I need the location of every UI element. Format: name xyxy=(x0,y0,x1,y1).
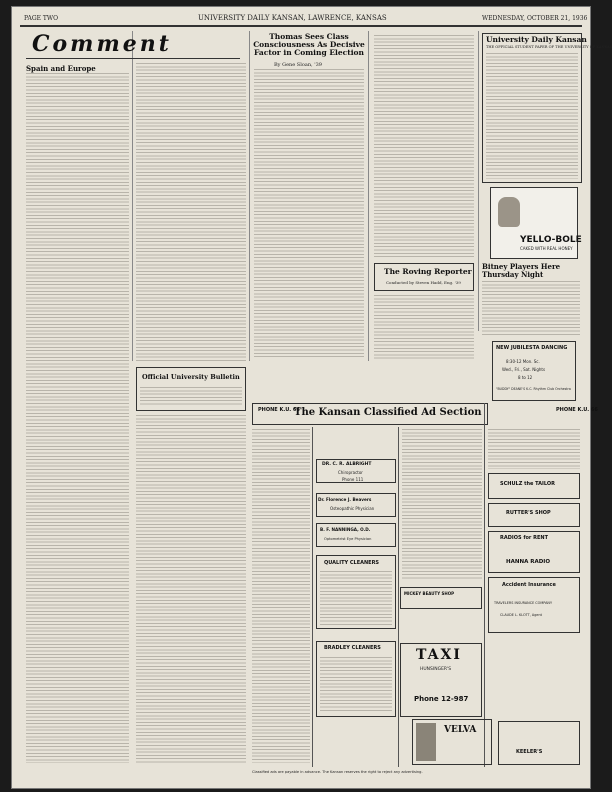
column-divider xyxy=(249,31,250,361)
column-divider xyxy=(132,31,133,361)
albright-phone: Phone 111 xyxy=(342,477,364,482)
column-divider xyxy=(478,31,479,331)
classified-col-3 xyxy=(402,429,482,579)
roving-reporter-title: The Roving Reporter xyxy=(384,267,472,276)
thomas-headline: Thomas Sees Class Consciousness As Decisive Factor in Coming Election xyxy=(253,32,365,57)
nanninga-title: Optometrist Eye Physician xyxy=(324,537,372,541)
page-label: PAGE TWO xyxy=(24,15,58,22)
comment-column-1 xyxy=(26,73,129,763)
issue-date: WEDNESDAY, OCTOBER 21, 1936 xyxy=(482,15,588,22)
albright-name: DR. C. R. ALBRIGHT xyxy=(322,462,372,467)
header-rule xyxy=(20,25,582,27)
editorial-staff-list xyxy=(486,53,578,179)
travelers-title: TRAVELERS INSURANCE COMPANY xyxy=(494,601,553,605)
bulletin-text xyxy=(136,415,246,763)
classified-col-1 xyxy=(252,429,310,763)
classified-divider xyxy=(312,427,313,767)
editorial-subtitle: THE OFFICIAL STUDENT PAPER OF THE UNIVERSITY OF KANSAS xyxy=(486,45,612,49)
radios-title: RADIOS for RENT xyxy=(500,535,549,541)
column-divider xyxy=(368,31,369,361)
editorial-title: University Daily Kansan xyxy=(486,35,587,44)
classified-phone-right: PHONE K.U. 66 xyxy=(556,407,598,413)
dancing-band: "BUDDY" DEANE'S K.C. Rhythm Club Orchestra xyxy=(496,387,571,391)
yello-bole-tagline: CAKED WITH REAL HONEY xyxy=(520,246,573,251)
insurance-title: Accident Insurance xyxy=(502,582,556,588)
keeler-title: KEELER'S xyxy=(516,749,543,755)
keeler-ad xyxy=(498,721,580,765)
comment-title: Comment xyxy=(32,31,172,57)
dancing-line-1: 8:30-12 Mon. Sc. xyxy=(506,359,540,364)
classified-col-4 xyxy=(488,429,580,469)
yello-bole-brand: YELLO-BOLE xyxy=(520,235,582,245)
bradley-cleaners-title: BRADLEY CLEANERS xyxy=(324,645,381,651)
classified-title: The Kansan Classified Ad Section xyxy=(294,407,482,418)
comment-rule xyxy=(26,58,240,59)
beavers-name: Dr. Florence J. Beavers xyxy=(318,497,372,502)
classified-divider xyxy=(398,427,399,767)
bulletin-title: Official University Bulletin xyxy=(142,373,240,381)
bitney-headline: Bitney Players Here Thursday Night xyxy=(482,262,561,279)
newspaper-page xyxy=(12,7,612,788)
masthead: UNIVERSITY DAILY KANSAN, LAWRENCE, KANSAS xyxy=(198,14,387,22)
quality-cleaners-text xyxy=(320,571,392,625)
rutter-shop-title: RUTTER'S SHOP xyxy=(506,510,551,516)
taxi-phone: Phone 12-987 xyxy=(414,695,469,703)
pipe-icon xyxy=(498,197,520,227)
schultz-tailor-title: SCHULZ the TAILOR xyxy=(500,481,556,487)
taxi-title: TAXI xyxy=(416,647,462,663)
roving-reporter-text xyxy=(374,295,474,359)
klott-agent: CLAUDE L. KLOTT, Agent xyxy=(500,613,542,617)
velva-portrait xyxy=(416,723,436,761)
dancing-title: NEW JUBILESTA DANCING xyxy=(496,345,568,351)
thomas-column-2 xyxy=(374,35,474,257)
dancing-line-3: 8 to 12 xyxy=(518,375,533,380)
classified-divider xyxy=(484,403,485,767)
dancing-line-2: Wed., Fri., Sat. Nights xyxy=(502,367,546,372)
classified-phone-left: PHONE K.U. 66 xyxy=(258,407,300,413)
bradley-cleaners-text xyxy=(320,657,392,713)
comment-column-2 xyxy=(136,63,246,363)
bulletin-header-text xyxy=(140,387,242,407)
mickey-beauty-title: MICKEY BEAUTY SHOP xyxy=(404,591,455,596)
quality-cleaners-title: QUALITY CLEANERS xyxy=(324,560,380,566)
beavers-title: Osteopathic Physician xyxy=(330,506,375,511)
albright-title: Chiropractor xyxy=(338,470,363,475)
taxi-sub: HUNSINGER'S xyxy=(420,667,452,672)
roving-reporter-sub: Conducted by Steven Hadd, Eng. '39 xyxy=(386,280,461,285)
comment-headline: Spain and Europe xyxy=(26,64,96,73)
bitney-text xyxy=(482,281,580,337)
hanna-radio-title: HANNA RADIO xyxy=(506,559,551,565)
classified-footer-note: Classified ads are payable in advance. The Kansan reserves the right to reject any advertising. xyxy=(252,770,423,774)
thomas-byline: By Gene Sloan, '39 xyxy=(274,62,322,68)
thomas-column-1 xyxy=(254,69,364,359)
nanninga-name: B. F. NANNINGA, O.D. xyxy=(320,527,371,532)
velva-title: VELVA xyxy=(444,725,477,735)
